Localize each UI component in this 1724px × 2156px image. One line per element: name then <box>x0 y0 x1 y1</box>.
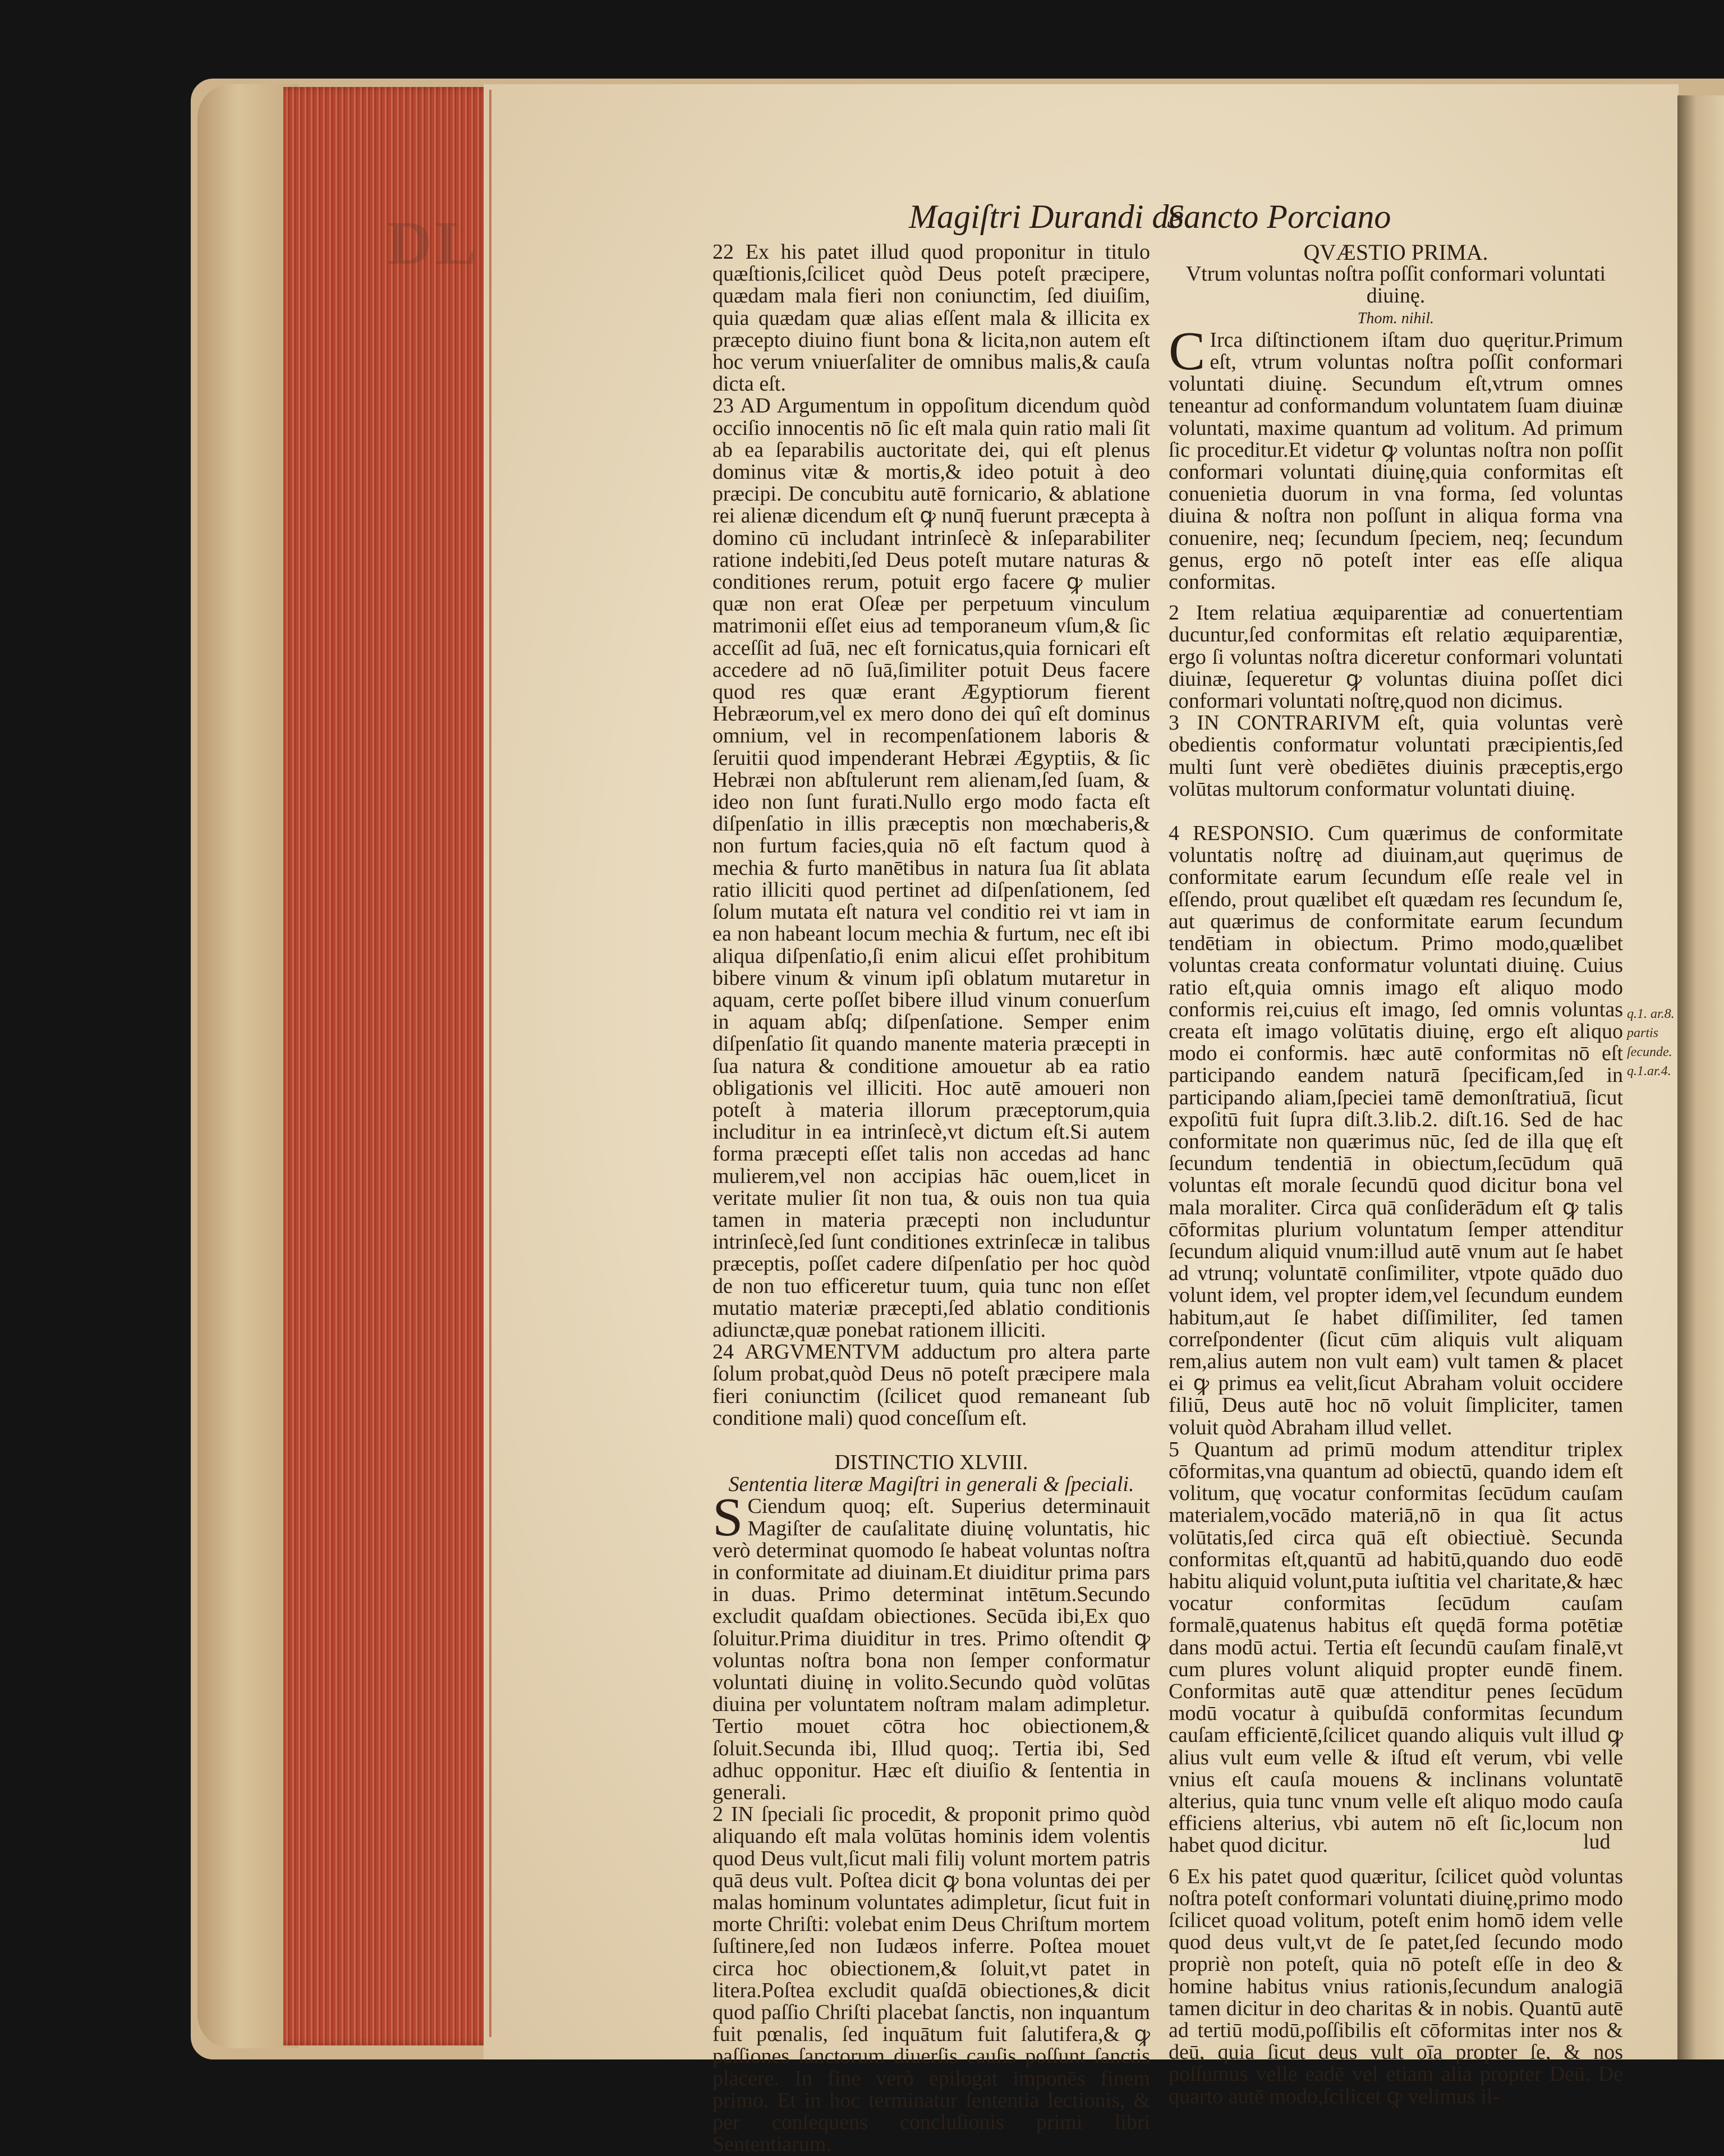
running-head <box>909 198 1554 238</box>
question-paragraph-1 <box>1169 320 1623 594</box>
distinction-title: DISTINCTIO XLVIII. <box>834 1450 1028 1474</box>
margin-note: q.1. ar.8. <box>1627 1007 1675 1021</box>
question-paragraph-1-text: Irca diſtinctionem iſtam duo quęritur.Primum eſt, vtrum voluntas noſtra poſſit conformari voluntati diuinę. Secundum eſt,vtrum omnes teneantur ad conformandum voluntatem ſuam diuinæ voluntati, maxime quantum ad volitum. Ad primum ſic proceditur.Et videtur ꝙ voluntas noſtra non poſſit conformari voluntati diuinę,quia conformitas eſt conuenietia duorum in vna forma, ſed voluntas diuina & noſtra non poſſunt in aliqua forma vna conuenire, neq; ſecundum ſpeciem, neq; ſecundum genus, ergo nō poteſt inter eas eſſe aliqua conformitas. <box>1169 328 1623 594</box>
distinction-subtitle: Sententia literæ Magiſtri in generali & ſpeciali. <box>728 1472 1134 1497</box>
distinction-paragraph-2: 2 IN ſpeciali ſic procedit, & proponit primo quòd aliquando eſt mala volūtas hominis idem volentis quod Deus vult,ſicut mali filiȷ volunt mortem patris quā deus vult. Poſtea dicit ꝙ bona voluntas dei per malas hominum voluntates adimpletur, ſicut fuit in morte Chriſti: volebat enim Deus Chriſtum mortem ſuſtinere,ſed non Iudæos inferre. Poſtea mouet circa hoc obiectionem,& ſoluit,vt patet in litera.Poſtea excludit quaſdā obiectiones,& dicit quod paſſio Chriſti placebat ſanctis, non inquantum fuit pœnalis, ſed inquātum fuit ſalutifera,& ꝙ paſſiones ſanctorum diuerſis cauſis poſſunt ſanctis placere. In fine verò epilogat imponēs finem primo. Et in hoc terminatur ſententia lectionis, & per conſequens concluſionis primi libri Sententiarum. <box>712 1802 1150 2156</box>
catchword: lud <box>1583 1830 1611 1854</box>
question-paragraph-4: 4 RESPONSIO. Cum quærimus de conformitate voluntatis noſtrę ad diuinam,aut quęrimus de conformitate earum ſecundum eſſe reale vel in eſſendo, prout quælibet eſt quædam res ſecundum ſe, aut quærimus de conformitate earum ſecundum tendētiam in obiectum. Primo modo,quælibet voluntas creata conformatur voluntati diuinę. Cuius ratio eſt,quia omnis imago eſt aliquo modo conformis rei,cuius eſt imago, ſed omnis voluntas creata eſt imago volūtatis diuinę, ergo eſt aliquo modo ei conformis. hæc autē conformitas nō eſt participando eandem naturā ſpecificam,ſed in participando aliam,ſpeciei tamē demonſtratiuā, ſicut expoſitū fuit ſupra diſt.3.lib.2. diſt.16. Sed de hac conformitate non quærimus nūc, ſed de illa quę eſt ſecundum tendentiā in obiectum,ſecūdum quā voluntas eſt morale ſecundū quod dicitur bona vel mala moraliter. Circa quā conſiderādum eſt ꝙ talis cōformitas plurium voluntatum ſemper attenditur ſecundum aliquid vnum:illud autē vnum aut ſe habet ad vtrunq; voluntatē conſimiliter, vtpote quādo duo volunt idem, vel propter idem,vel ſecundum eundem habitum,aut ſe habet diſſimiliter, ſed tamen correſpondenter (ſicut cūm aliquis vult aliquam rem,alius autem non vult eam) vult tamen & placet ei ꝙ primus ea velit,ſicut Abraham voluit occidere filiū, Deus autē hoc nō voluit ſimpliciter, tamen voluit quòd Abraham illud vellet. <box>1169 822 1623 1439</box>
margin-notes <box>1627 1004 1677 1081</box>
running-head-left: Magiſtri Durandi de <box>909 198 1184 235</box>
margin-note: partis ſecunde. <box>1627 1026 1672 1059</box>
right-column <box>1169 241 1623 2108</box>
question-paragraph-3: 3 IN CONTRARIVM eſt, quia voluntas verè obedientis conformatur voluntati præcipientis,ſed multi ſunt verè obediētes diuinis præceptis,ergo volūtas multorum conformatur voluntati diuinę. <box>1169 711 1623 801</box>
question-title: QVÆSTIO PRIMA. <box>1303 240 1488 265</box>
running-head-right: Sancto Porciano <box>1167 198 1391 235</box>
drop-cap-c: C <box>1169 320 1206 382</box>
question-reference: Thom. nihil. <box>1357 309 1435 327</box>
paragraph-22: 22 Ex his patet illud quod proponitur in titulo quæſtionis,ſcilicet quòd Deus poteſt præcipere, quædam mala fieri non coniunctim, ſed diuiſim, quia quædam quæ alias eſſent mala & illicita ex præcepto diuino fiunt bona & licita,non autem eſt hoc verum vniuerſaliter de omnibus malis,& cauſa dicta eſt. <box>712 240 1150 396</box>
margin-note: q.1.ar.4. <box>1627 1064 1671 1079</box>
distinction-paragraph-1-text: Ciendum quoq; eſt. Superius determinauit Magiſter de cauſalitate diuinę voluntatis, hic verò determinat quomodo ſe habeat voluntas noſtra in conformitate ad diuinam.Et diuiditur prima pars in duas. Primo determinat intētum.Secundo excludit quaſdam obiectiones. Secūda ibi,Ex quo ſoluitur.Prima diuiditur in tres. Primo oſtendit ꝙ voluntas noſtra bona non ſemper conformatur voluntati diuinę in volito.Secundo quòd volūtas diuina per voluntatem noſtram malam adimpletur. Tertio mouet cōtra hoc obiectionem,& ſoluit.Secunda ibi, Illud quoq;. Tertia ibi, Sed adhuc opponitur. Hæc eſt diuiſio & ſententia in generali. <box>712 1494 1150 1805</box>
paragraph-24: 24 ARGVMENTVM adductum pro altera parte ſolum probat,quòd Deus nō poteſt præcipere mala fieri coniunctim (ſcilicet quod remaneant ſub conditione mali) quod conceſſum eſt. <box>712 1340 1150 1430</box>
question-paragraph-5: 5 Quantum ad primū modum attenditur triplex cōformitas,vna quantum ad obiectū, quando idem eſt volitum, quę vocatur conformitas ſecūdum cauſam materialem,vocādo materiā,nō in qua ſit actus volūtatis,ſed circa quā eſt obiectiuè. Secunda conformitas eſt,quantū ad habitū,quando duo eodē habitu aliquid volunt,puta iuſtitia vel charitate,& hæc vocatur conformitas ſecūdum cauſam formalē,quatenus habitus eſt quędā forma potētiæ dans modū actui. Tertia eſt ſecundū cauſam finalē,vt cum plures volunt aliquid propter eundē finem. Conformitas autē quæ attenditur penes ſecūdum modū vocatur à quibuſdā conformitas ſecundum cauſam efficientē,ſcilicet quando aliquis vult illud ꝙ alius vult eum velle & iſtud eſt verum, vbi velle vnius eſt cauſa mouens & inclinans voluntatē alterius, quia tunc vnum velle eſt aliquo modo cauſa efficiens alterius, vbi autem nō eſt ſic,locum non habet quod dicitur. <box>1169 1437 1623 1857</box>
faint-offset-mark: DL <box>387 209 480 277</box>
page-edge-rule <box>489 90 491 2037</box>
question-paragraph-2: 2 Item relatiua æquiparentiæ ad conuertentiam ducuntur,ſed conformitas eſt relatio æquiparentiæ, ergo ſi voluntas noſtra diceretur conformari voluntati diuinæ, ſequeretur ꝙ voluntas diuina poſſet dici conformari voluntati noſtrę,quod non dicimus. <box>1169 601 1623 713</box>
question-paragraph-6: 6 Ex his patet quod quæritur, ſcilicet quòd voluntas noſtra poteſt conformari voluntati diuinę,primo modo ſcilicet quoad volitum, poteſt enim homō idem velle quod deus vult,vt de ſe patet,ſed ſecundo modo propriè non poteſt, quia nō poteſt eſſe in deo & homine habitus vnius rationis,ſecundum analogiā tamen dicitur in deo charitas & in nobis. Quantū autē ad tertiū modū,poſſibilis eſt cōformitas inter nos & deū, quia ſicut deus vult oīa propter ſe, & nos poſſumus velle eadē vel etiam alia propter Deū. De quarto autē modo,ſcilicet ꝙ velimus il- <box>1169 1864 1623 2108</box>
distinction-paragraph-1 <box>712 1487 1150 1805</box>
question-subtitle: Vtrum voluntas noſtra poſſit conformari voluntati diuinę. <box>1185 262 1606 308</box>
drop-cap-s: S <box>712 1487 743 1548</box>
facing-page-edge <box>1677 95 1724 2059</box>
left-column <box>712 241 1150 2155</box>
red-page-edges <box>283 87 491 2045</box>
paragraph-23: 23 AD Argumentum in oppoſitum dicendum quòd occiſio innocentis nō ſic eſt mala quin ratio mali ſit ab ea ſeparabilis auctoritate dei, qui eſt plenus dominus vitæ & mortis,& ideo potuit à deo præcipi. De concubitu autē fornicario, & ablatione rei alienæ dicendum eſt ꝙ nunq̄ fuerunt præcepta à domino cū includant intrinſecè & inſeparabiliter ratione indebiti,ſed Deus poteſt mutare naturas & conditiones rerum, potuit ergo facere ꝙ mulier quæ non erat Oſeæ per perpetuum vinculum matrimonii eſſet eius ad temporaneum vſum,& ſic acceſſit ad ſuā, nec eſt fornicatus,quia fornicari eſt accedere ad nō ſuā,ſimiliter potuit Deus facere quod res quæ erant Ægyptiorum fierent Hebræorum,vel ex mero dono dei quî eſt dominus omnium, vel in recompenſationem laboris & ſeruitii quod impenderant Hebræi Ægyptiis, & ſic Hebræi non abſtulerunt rem alienam,ſed ſuam, & ideo non ſunt furati.Nullo ergo modo facta eſt diſpenſatio in illis præceptis non mœchaberis,& non furtum facies,quia nō eſt factum quod à mechia & furto manētibus in natura ſua ſit ablata ratio illiciti quod pertinet ad diſpenſationem, ſed ſolum mutata eſt natura vel conditio rei vt iam in ea non habeant locum mechia & furtum, nec eſt ibi aliqua diſpenſatio,ſi enim alicui eſſet prohibitum bibere vinum & vinum ipſi oblatum mutaretur in aquam, certe poſſet bibere illud vinum conuerſum in aquam abſq; diſpenſatione. Semper enim diſpenſatio ſit quando manente materia præcepti in ſua natura & conditione amouetur ab ea ratio obligationis vel illiciti. Hoc autē amoueri non poteſt à materia illorum præceptorum,quia includitur in ea intrinſecè,vt dictum eſt.Si autem forma præcepti eſſet talis non accedas ad hanc mulierem,vel non accipias hāc ouem,licet in veritate mulier ſit non tua, & ouis non tua quia tamen in materia præcepti non includuntur intrinſecè,ſed ſunt conditiones extrinſecæ in talibus præceptis, poſſet cadere diſpenſatio per hoc quòd de non tuo efficeretur tuum, quia tunc non eſſet mutatio materiæ præcepti,ſed ablatio conditionis adiunctæ,quæ ponebat rationem illiciti. <box>712 394 1150 1342</box>
